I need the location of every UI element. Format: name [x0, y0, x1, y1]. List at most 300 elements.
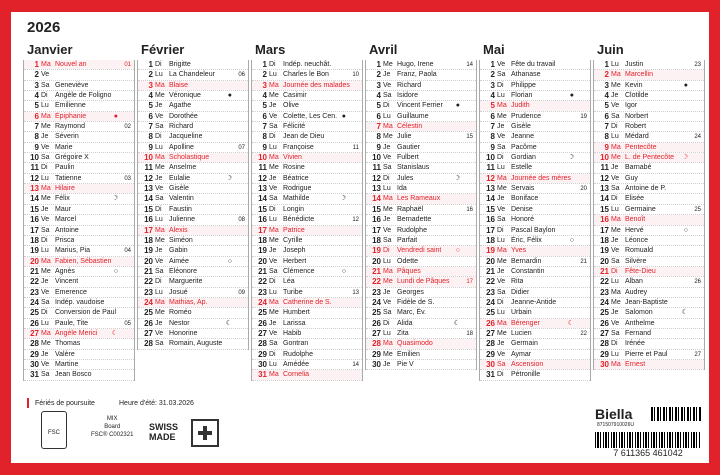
weekday: Ma	[155, 298, 165, 306]
day-row	[366, 194, 476, 204]
weekday: Di	[611, 195, 618, 203]
weekday: Di	[155, 278, 162, 286]
weekday: Ve	[269, 329, 278, 337]
day-number: 9	[34, 142, 39, 152]
day-row	[480, 246, 590, 256]
day-row	[24, 81, 134, 91]
weekday: Di	[269, 205, 276, 213]
day-row	[138, 112, 248, 122]
day-name: Barnabé	[625, 164, 652, 172]
weekday: Sa	[269, 267, 278, 275]
day-row	[594, 267, 704, 277]
day-number: 30	[486, 359, 495, 369]
day-row	[138, 184, 248, 194]
weekday: Me	[611, 154, 621, 162]
weekday: Di	[41, 164, 48, 172]
day-name: Richard	[397, 81, 422, 89]
day-row	[594, 60, 704, 70]
day-name: Bernardin	[511, 257, 542, 265]
weekday: Je	[41, 205, 49, 213]
weekday: Ma	[269, 226, 279, 234]
weekday: Ve	[41, 143, 50, 151]
day-row	[138, 329, 248, 339]
day-name: Raphaël	[397, 205, 424, 213]
day-row	[366, 122, 476, 132]
weekday: Me	[611, 226, 621, 234]
weekday: Sa	[41, 226, 50, 234]
day-row	[480, 205, 590, 215]
day-row	[594, 122, 704, 132]
day-row	[594, 205, 704, 215]
week-number: 18	[466, 330, 473, 337]
day-number: 10	[600, 153, 609, 163]
month-name: Février	[141, 42, 185, 57]
day-number: 8	[490, 132, 495, 142]
day-row	[366, 350, 476, 360]
weekday: Lu	[155, 288, 163, 296]
weekday: Ma	[41, 185, 51, 193]
weekday: Ve	[497, 133, 506, 141]
weekday: Sa	[497, 216, 506, 224]
moon-phase-icon: ●	[455, 102, 460, 110]
day-number: 21	[144, 266, 153, 276]
week-number: 19	[580, 113, 587, 120]
day-name: Colette, Les Cen.	[283, 112, 338, 120]
day-name: Jeanne	[511, 133, 534, 141]
weekday: Ma	[155, 81, 165, 89]
day-name: Jean-Baptiste	[625, 298, 668, 306]
day-row	[366, 153, 476, 163]
day-row	[594, 184, 704, 194]
day-row	[480, 288, 590, 298]
day-number: 11	[258, 163, 267, 173]
day-name: Amédée	[283, 360, 310, 368]
weekday: Sa	[269, 123, 278, 131]
weekday: Sa	[41, 154, 50, 162]
weekday: Ma	[41, 61, 51, 68]
day-number: 11	[600, 163, 609, 173]
day-name: Tatienne	[55, 174, 82, 182]
day-row	[24, 174, 134, 184]
weekday: Je	[269, 102, 277, 110]
day-name: Isidore	[397, 92, 419, 100]
day-number: 10	[258, 153, 267, 163]
day-name: Antoine	[55, 226, 79, 234]
weekday: Ve	[269, 185, 278, 193]
weekday: Me	[497, 112, 507, 120]
weekday: Sa	[383, 236, 392, 244]
day-row	[252, 298, 362, 308]
weekday: Ve	[497, 278, 506, 286]
day-name: Judith	[511, 102, 530, 110]
weekday: Ma	[611, 288, 621, 296]
day-name: Nestor	[169, 319, 190, 327]
weekday: Di	[383, 247, 390, 255]
week-number: 15	[466, 134, 473, 141]
day-name: Emilien	[397, 350, 420, 358]
day-row	[480, 370, 590, 380]
day-name: Fulbert	[397, 154, 419, 162]
day-row	[594, 226, 704, 236]
weekday: Sa	[611, 112, 620, 120]
day-number: 13	[372, 184, 381, 194]
day-row	[366, 215, 476, 225]
day-row	[480, 339, 590, 349]
day-number: 7	[604, 122, 609, 132]
weekday: Lu	[269, 288, 277, 296]
day-name: Richard	[169, 123, 194, 131]
day-name: Bérenger	[511, 319, 540, 327]
day-name: Fête du travail	[511, 61, 556, 68]
day-number: 15	[30, 204, 39, 214]
weekday: Me	[383, 278, 393, 286]
weekday: Ma	[611, 216, 621, 224]
day-row	[594, 319, 704, 329]
day-row	[594, 132, 704, 142]
day-row	[480, 215, 590, 225]
day-name: Jules	[397, 174, 414, 182]
weekday: Lu	[41, 247, 49, 255]
day-number: 3	[490, 80, 495, 90]
day-number: 26	[486, 318, 495, 328]
day-row	[594, 308, 704, 318]
weekday: Di	[611, 340, 618, 348]
day-name: Léonce	[625, 236, 648, 244]
day-name: Journée des mères	[511, 174, 571, 182]
week-number: 03	[124, 175, 131, 182]
weekday: Ma	[383, 267, 393, 275]
weekday: Je	[155, 174, 163, 182]
weekday: Me	[41, 123, 51, 131]
day-name: Roméo	[169, 309, 192, 317]
day-number: 14	[30, 194, 39, 204]
weekday: Je	[41, 278, 49, 286]
day-number: 2	[262, 70, 267, 80]
week-number: 23	[694, 62, 701, 68]
day-row	[366, 308, 476, 318]
day-row	[366, 101, 476, 111]
day-name: Bénédicte	[283, 216, 315, 224]
day-name: Rudolphe	[397, 226, 427, 234]
weekday: Lu	[497, 236, 505, 244]
day-number: 15	[486, 204, 495, 214]
day-row	[252, 277, 362, 287]
day-name: Scholastique	[169, 154, 210, 162]
day-number: 4	[148, 91, 153, 101]
weekday: Me	[155, 164, 165, 172]
day-name: Les Rameaux	[397, 195, 441, 203]
day-number: 18	[258, 235, 267, 245]
day-number: 28	[144, 339, 153, 349]
day-row	[138, 236, 248, 246]
day-name: Fernand	[625, 329, 652, 337]
day-number: 10	[372, 153, 381, 163]
weekday: Je	[383, 71, 391, 79]
day-number: 29	[486, 349, 495, 359]
day-number: 19	[144, 246, 153, 256]
day-row	[252, 319, 362, 329]
day-row	[366, 174, 476, 184]
weekday: Ma	[611, 71, 621, 79]
day-name: Marius, Pia	[55, 247, 91, 255]
day-number: 19	[258, 246, 267, 256]
weekday: Me	[269, 236, 279, 244]
day-number: 5	[604, 101, 609, 111]
day-number: 2	[34, 70, 39, 80]
weekday: Ve	[383, 226, 392, 234]
weekday: Je	[611, 309, 619, 317]
fsc-code: FSC® C002321	[91, 432, 134, 438]
week-number: 10	[352, 72, 359, 79]
weekday: Me	[383, 133, 393, 141]
day-row	[480, 122, 590, 132]
day-number: 1	[262, 60, 267, 69]
weekday: Di	[41, 92, 48, 100]
week-number: 08	[238, 217, 245, 224]
day-row	[24, 226, 134, 236]
day-row	[252, 360, 362, 370]
day-row	[252, 70, 362, 80]
day-number: 6	[604, 111, 609, 121]
week-number: 20	[580, 186, 587, 193]
day-row	[138, 226, 248, 236]
weekday: Je	[155, 102, 163, 110]
weekday: Di	[383, 102, 390, 110]
day-row	[594, 153, 704, 163]
moon-phase-icon: ●	[569, 92, 574, 100]
day-row	[252, 174, 362, 184]
day-number: 15	[372, 204, 381, 214]
day-row	[480, 143, 590, 153]
day-name: Honoré	[511, 216, 534, 224]
day-number: 3	[148, 80, 153, 90]
weekday: Lu	[155, 216, 163, 224]
day-row	[252, 339, 362, 349]
day-name: Athanase	[511, 71, 541, 79]
moon-phase-icon: ☾	[681, 309, 688, 317]
day-number: 20	[258, 256, 267, 266]
weekday: Sa	[41, 298, 50, 306]
day-row	[138, 91, 248, 101]
moon-phase-icon: ○	[341, 267, 346, 275]
weekday: Di	[155, 205, 162, 213]
day-row	[594, 112, 704, 122]
day-name: Robert	[625, 123, 647, 131]
weekday: Ve	[611, 102, 620, 110]
day-name: Germaine	[625, 205, 656, 213]
day-name: Quasimodo	[397, 340, 433, 348]
day-row	[252, 143, 362, 153]
day-number: 12	[258, 173, 267, 183]
day-row	[480, 153, 590, 163]
day-row	[24, 91, 134, 101]
day-number: 25	[258, 308, 267, 318]
moon-phase-icon: ●	[341, 112, 346, 120]
day-row	[480, 277, 590, 287]
weekday: Ma	[269, 154, 279, 162]
day-name: Eulalie	[169, 174, 191, 182]
day-row	[252, 101, 362, 111]
day-row	[24, 143, 134, 153]
day-row	[24, 288, 134, 298]
weekday: Ma	[41, 112, 51, 120]
day-row	[366, 360, 476, 370]
day-number: 16	[144, 215, 153, 225]
weekday: Di	[497, 154, 504, 162]
day-name: Marcellin	[625, 71, 654, 79]
weekday: Je	[41, 133, 49, 141]
day-number: 30	[258, 359, 267, 369]
day-number: 22	[486, 277, 495, 287]
summer-time-label: Heure d'été: 31.03.2026	[119, 400, 194, 407]
day-name: Emilienne	[55, 102, 86, 110]
day-row	[480, 81, 590, 91]
day-number: 18	[372, 235, 381, 245]
day-number: 27	[144, 328, 153, 338]
weekday: Ma	[41, 329, 51, 337]
day-name: Séverin	[55, 133, 79, 141]
day-number: 9	[262, 142, 267, 152]
weekday: Sa	[383, 92, 392, 100]
day-row	[252, 60, 362, 70]
day-number: 2	[148, 70, 153, 80]
day-number: 24	[258, 297, 267, 307]
day-number: 12	[486, 173, 495, 183]
mix-board-label	[91, 415, 133, 439]
day-number: 31	[486, 370, 495, 380]
day-name: Gisèle	[169, 185, 189, 193]
week-number: 02	[124, 124, 131, 131]
day-number: 17	[258, 225, 267, 235]
day-name: Véronique	[169, 92, 201, 100]
day-name: Célestin	[397, 123, 423, 131]
day-row	[24, 132, 134, 142]
day-name: Épiphanie	[55, 112, 87, 120]
weekday: Ve	[41, 360, 50, 368]
day-name: Jeanne-Antide	[511, 298, 557, 306]
day-name: Clémence	[283, 267, 315, 275]
day-number: 1	[376, 60, 381, 69]
day-number: 2	[490, 70, 495, 80]
day-name: Indép. vaudoise	[55, 298, 105, 306]
day-name: Justin	[625, 61, 644, 68]
weekday: Di	[41, 309, 48, 317]
day-name: Urbain	[511, 309, 532, 317]
day-row	[138, 288, 248, 298]
month-name: Juin	[597, 42, 624, 57]
day-number: 5	[490, 101, 495, 111]
day-name: Servais	[511, 185, 535, 193]
day-name: Aymar	[511, 350, 532, 358]
day-name: Denise	[511, 205, 533, 213]
day-name: Paule, Tite	[55, 319, 89, 327]
day-row	[24, 319, 134, 329]
day-row	[366, 70, 476, 80]
day-name: Angèle Merici	[55, 329, 98, 337]
weekday: Lu	[383, 329, 391, 337]
day-row	[366, 339, 476, 349]
week-number: 17	[466, 279, 473, 286]
day-number: 20	[144, 256, 153, 266]
weekday: Ve	[41, 216, 50, 224]
day-row	[138, 277, 248, 287]
day-number: 24	[144, 297, 153, 307]
weekday: Ve	[497, 61, 506, 68]
day-name: Stanislaus	[397, 164, 430, 172]
day-number: 20	[372, 256, 381, 266]
weekday: Sa	[383, 309, 392, 317]
weekday: Lu	[383, 185, 391, 193]
calendar-card	[11, 12, 709, 463]
day-name: Estelle	[511, 164, 533, 172]
day-number: 18	[486, 235, 495, 245]
day-row	[24, 153, 134, 163]
day-name: Valère	[55, 350, 75, 358]
moon-phase-icon: ○	[683, 226, 688, 234]
day-number: 27	[372, 328, 381, 338]
moon-phase-icon: ☽	[567, 154, 574, 162]
moon-phase-icon: ○	[455, 247, 460, 255]
day-number: 23	[258, 287, 267, 297]
day-name: Pie V	[397, 360, 414, 368]
month-column	[251, 42, 363, 381]
weekday: Lu	[497, 164, 505, 172]
day-number: 13	[258, 184, 267, 194]
day-number: 9	[490, 142, 495, 152]
day-name: Julie	[397, 133, 412, 141]
weekday: Ve	[383, 81, 392, 89]
day-row	[594, 70, 704, 80]
weekday: Ve	[155, 112, 164, 120]
day-number: 26	[372, 318, 381, 328]
weekday: Je	[383, 288, 391, 296]
weekday: Sa	[497, 288, 506, 296]
day-row	[252, 246, 362, 256]
day-number: 17	[372, 225, 381, 235]
day-row	[252, 205, 362, 215]
day-row	[252, 236, 362, 246]
day-name: Indép. neuchât.	[283, 61, 332, 68]
day-number: 17	[144, 225, 153, 235]
weekday: Ve	[41, 71, 50, 79]
weekday: Ma	[497, 102, 507, 110]
day-row	[138, 257, 248, 267]
week-number: 14	[466, 62, 473, 68]
day-name: Faustin	[169, 205, 192, 213]
weekday: Sa	[497, 71, 506, 79]
day-number: 6	[34, 111, 39, 121]
day-row	[24, 70, 134, 80]
product-code: 871507910026U	[597, 422, 634, 428]
day-name: Ascension	[511, 360, 544, 368]
made-text: MADE	[149, 432, 176, 442]
day-row	[24, 370, 134, 380]
day-name: Honorine	[169, 329, 198, 337]
weekday: Lu	[41, 319, 49, 327]
moon-phase-icon: ●	[683, 81, 688, 89]
week-number: 13	[352, 289, 359, 296]
moon-phase-icon: ☾	[567, 319, 574, 327]
swiss-cross-icon	[191, 419, 219, 447]
day-row	[138, 60, 248, 70]
weekday: Di	[155, 133, 162, 141]
weekday: Di	[269, 133, 276, 141]
week-number: 01	[124, 62, 131, 68]
day-name: Vincent	[55, 278, 79, 286]
week-number: 22	[580, 330, 587, 337]
day-name: Boniface	[511, 195, 539, 203]
day-name: Paulin	[55, 164, 75, 172]
